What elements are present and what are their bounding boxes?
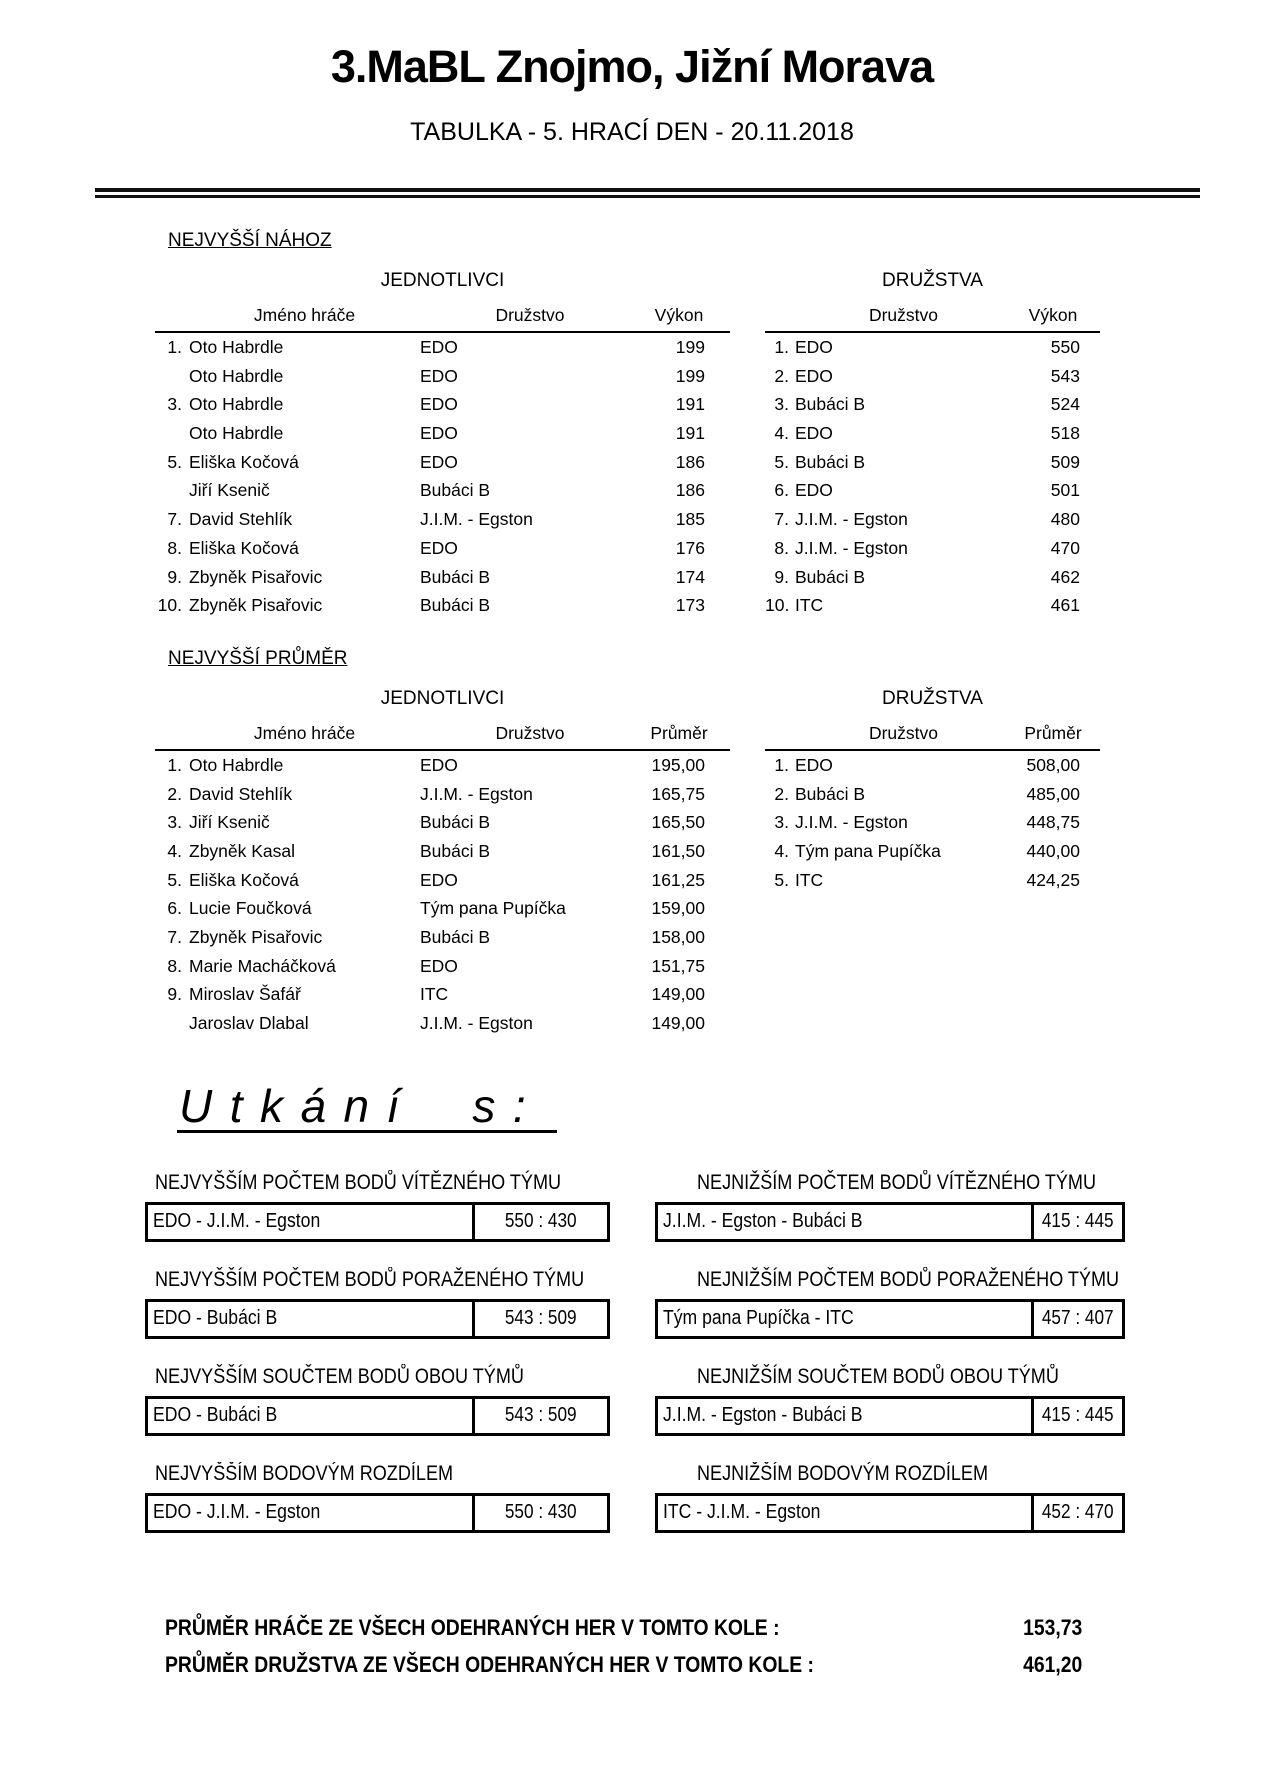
cell-team: ITC (795, 869, 824, 890)
cell-team: Bubáci B (420, 840, 491, 861)
cell-score: 462 (1050, 566, 1080, 587)
cell-score: 191 (675, 423, 705, 444)
table-row (765, 419, 1100, 448)
cell-average: 448,75 (1026, 812, 1080, 833)
cell-team: J.I.M. - Egston (420, 783, 533, 804)
match-result-box (655, 1396, 1125, 1436)
table-row (765, 808, 1100, 837)
column-header-team: Družstvo (495, 305, 565, 325)
rank-column-spacer (155, 723, 189, 743)
cell-rank: 10. (765, 595, 790, 616)
table-row (155, 563, 730, 592)
table-body (765, 751, 1100, 894)
match-result-box (145, 1202, 610, 1242)
cell-average: 508,00 (1026, 754, 1080, 775)
cell-score: 186 (675, 480, 705, 501)
match-highlight-cell (145, 1364, 610, 1436)
table-body (765, 333, 1100, 620)
match-highlight-grid (145, 1170, 1264, 1533)
match-result-box (655, 1299, 1125, 1339)
cell-rank: 5. (774, 869, 789, 890)
cell-score: 501 (1050, 480, 1080, 501)
cell-player-name: Marie Macháčková (189, 955, 336, 976)
column-header-score: Výkon (1028, 305, 1078, 325)
cell-average: 485,00 (1026, 783, 1080, 804)
match-highlight-label: NEJNIŽŠÍM SOUČTEM BODŮ OBOU TÝMŮ (697, 1364, 1059, 1388)
cell-rank: 5. (167, 451, 182, 472)
cell-rank: 2. (774, 365, 789, 386)
summary-label: PRŮMĚR HRÁČE ZE VŠECH ODEHRANÝCH HER V TOMTO KOLE : (165, 1614, 780, 1640)
cell-player-name: Oto Habrdle (189, 365, 284, 386)
cell-team: J.I.M. - Egston (420, 509, 533, 530)
highest-average-teams-table (765, 689, 1100, 1038)
table-row (155, 751, 730, 780)
cell-rank: 2. (167, 783, 182, 804)
cell-team: EDO (795, 337, 833, 357)
cell-score: 199 (675, 365, 705, 386)
cell-rank: 3. (774, 812, 789, 833)
cell-team: EDO (420, 423, 458, 444)
table-row (155, 780, 730, 809)
cell-average: 149,00 (651, 1013, 705, 1034)
match-highlight-cell (145, 1170, 610, 1242)
cell-team: ITC (795, 595, 824, 616)
cell-rank: 6. (167, 898, 182, 919)
highest-score-teams-table (765, 271, 1100, 620)
rank-column-spacer (155, 305, 189, 325)
cell-rank: 9. (774, 566, 789, 587)
cell-average: 161,50 (651, 840, 705, 861)
table-row (155, 362, 730, 391)
cell-rank: 4. (774, 423, 789, 444)
table-row (765, 837, 1100, 866)
cell-score: 191 (675, 394, 705, 415)
match-result-box (145, 1396, 610, 1436)
highest-average-tables (0, 689, 1264, 1038)
cell-rank: 3. (774, 394, 789, 415)
cell-team: J.I.M. - Egston (795, 537, 908, 558)
table-header-row (155, 723, 730, 751)
cell-rank (155, 476, 189, 505)
table-title-individuals: JEDNOTLIVCI (380, 687, 505, 709)
cell-score: 518 (1050, 423, 1080, 444)
match-highlight-cell (655, 1267, 1125, 1339)
cell-team: EDO (420, 451, 458, 472)
match-highlight-label: NEJNIŽŠÍM BODOVÝM ROZDÍLEM (697, 1461, 988, 1485)
match-score: 415 : 445 (1031, 1205, 1122, 1239)
summary-value: 461,20 (1022, 1651, 1082, 1677)
cell-average: 440,00 (1026, 840, 1080, 861)
table-title-teams: DRUŽSTVA (882, 687, 983, 709)
cell-team: Bubáci B (795, 394, 866, 415)
summary-row (165, 1650, 1082, 1680)
cell-player-name: Oto Habrdle (189, 754, 284, 775)
cell-team: Bubáci B (420, 812, 491, 833)
cell-team: EDO (795, 365, 833, 386)
table-row (155, 1009, 730, 1038)
match-highlight-cell (655, 1170, 1125, 1242)
rank-column-spacer (765, 305, 795, 325)
cell-player-name: Oto Habrdle (189, 337, 284, 357)
table-row (155, 505, 730, 534)
cell-team: EDO (420, 754, 458, 775)
cell-team: Tým pana Pupíčka (795, 840, 941, 861)
cell-average: 149,00 (651, 984, 705, 1005)
cell-rank: 1. (167, 337, 182, 357)
match-teams: J.I.M. - Egston - Bubáci B (663, 1210, 863, 1233)
cell-average: 158,00 (651, 927, 705, 947)
table-title-teams: DRUŽSTVA (882, 270, 983, 291)
table-row (765, 448, 1100, 477)
table-row (155, 534, 730, 563)
section-heading-highest-average: NEJVYŠŠÍ PRŮMĚR (168, 647, 348, 669)
table-row (155, 333, 730, 362)
match-result-box (145, 1299, 610, 1339)
table-row (765, 534, 1100, 563)
cell-rank: 7. (774, 509, 789, 530)
cell-team: J.I.M. - Egston (795, 812, 908, 833)
cell-average: 165,75 (651, 783, 705, 804)
cell-rank: 6. (774, 480, 789, 501)
cell-team: EDO (420, 537, 458, 558)
match-highlight-label: NEJVYŠŠÍM BODOVÝM ROZDÍLEM (155, 1461, 454, 1485)
cell-average: 424,25 (1026, 869, 1080, 890)
cell-score: 199 (675, 337, 705, 357)
header-divider (95, 188, 1200, 198)
cell-player-name: Eliška Kočová (189, 869, 299, 890)
match-result-box (655, 1202, 1125, 1242)
match-highlight-label: NEJVYŠŠÍM POČTEM BODŮ PORAŽENÉHO TÝMU (155, 1267, 585, 1291)
cell-score: 176 (675, 537, 705, 558)
table-row (155, 866, 730, 895)
cell-player-name: Zbyněk Pisařovic (189, 927, 323, 947)
table-row (765, 333, 1100, 362)
table-row (155, 894, 730, 923)
match-highlight-cell (655, 1364, 1125, 1436)
match-teams: EDO - Bubáci B (153, 1307, 278, 1330)
cell-score: 173 (675, 595, 705, 616)
cell-rank: 2. (774, 783, 789, 804)
match-highlight-label: NEJNIŽŠÍM POČTEM BODŮ PORAŽENÉHO TÝMU (697, 1267, 1120, 1291)
cell-average: 165,50 (651, 812, 705, 833)
cell-score: 185 (675, 509, 705, 530)
cell-team: Bubáci B (420, 927, 491, 947)
cell-team: EDO (420, 337, 458, 357)
cell-team: Bubáci B (420, 480, 491, 501)
cell-team: EDO (420, 394, 458, 415)
table-row (155, 591, 730, 620)
page-title: 3.MaBL Znojmo, Jižní Morava (330, 41, 934, 92)
cell-rank: 5. (167, 869, 182, 890)
cell-rank: 1. (774, 337, 789, 357)
cell-score: 480 (1050, 509, 1080, 530)
column-header-team: Družstvo (868, 722, 939, 743)
cell-player-name: David Stehlík (189, 783, 293, 804)
column-header-average: Průměr (650, 722, 708, 743)
column-header-player-name: Jméno hráče (253, 722, 356, 743)
cell-rank: 3. (167, 394, 182, 415)
table-row (155, 419, 730, 448)
table-row (765, 505, 1100, 534)
match-score: 543 : 509 (472, 1399, 607, 1433)
table-row (765, 591, 1100, 620)
table-row (765, 780, 1100, 809)
cell-score: 470 (1050, 537, 1080, 558)
match-teams: Tým pana Pupíčka - ITC (663, 1307, 854, 1330)
cell-rank: 5. (774, 451, 789, 472)
cell-team: J.I.M. - Egston (795, 509, 908, 530)
match-score: 415 : 445 (1031, 1399, 1122, 1433)
cell-rank (155, 362, 189, 391)
cell-player-name: Jiří Ksenič (189, 480, 270, 501)
cell-rank: 3. (167, 812, 182, 833)
match-teams: ITC - J.I.M. - Egston (663, 1501, 821, 1524)
cell-player-name: Zbyněk Pisařovic (189, 566, 323, 587)
cell-team: Tým pana Pupíčka (420, 898, 566, 919)
cell-player-name: David Stehlík (189, 509, 293, 530)
table-row (765, 362, 1100, 391)
page-subtitle: TABULKA - 5. HRACÍ DEN - 20.11.2018 (410, 118, 854, 146)
cell-player-name: Jiří Ksenič (189, 812, 270, 833)
column-header-team: Družstvo (868, 305, 939, 325)
cell-rank: 4. (167, 840, 182, 861)
cell-team: EDO (420, 869, 458, 890)
cell-score: 524 (1050, 394, 1080, 415)
match-teams: EDO - Bubáci B (153, 1404, 278, 1427)
cell-team: J.I.M. - Egston (420, 1013, 533, 1034)
match-result-box (655, 1493, 1125, 1533)
cell-team: EDO (795, 423, 833, 444)
cell-team: Bubáci B (795, 566, 866, 587)
cell-rank: 8. (167, 955, 182, 976)
cell-player-name: Eliška Kočová (189, 451, 299, 472)
cell-score: 461 (1050, 595, 1080, 616)
cell-average: 161,25 (651, 869, 705, 890)
match-highlight-label: NEJNIŽŠÍM POČTEM BODŮ VÍTĚZNÉHO TÝMU (697, 1170, 1097, 1194)
table-row (155, 476, 730, 505)
table-body (155, 333, 730, 620)
summary-value: 153,73 (1022, 1614, 1082, 1640)
cell-player-name: Zbyněk Kasal (189, 840, 296, 861)
cell-player-name: Eliška Kočová (189, 537, 299, 558)
match-teams: EDO - J.I.M. - Egston (153, 1501, 321, 1524)
table-row (765, 476, 1100, 505)
cell-rank: 9. (167, 984, 182, 1005)
table-row (155, 808, 730, 837)
table-row (155, 448, 730, 477)
summary-label: PRŮMĚR DRUŽSTVA ZE VŠECH ODEHRANÝCH HER V TOMTO KOLE : (165, 1651, 814, 1677)
cell-average: 159,00 (651, 898, 705, 919)
match-highlight-label: NEJVYŠŠÍM POČTEM BODŮ VÍTĚZNÉHO TÝMU (155, 1170, 562, 1194)
cell-score: 174 (675, 566, 705, 587)
cell-team: EDO (420, 365, 458, 386)
cell-average: 151,75 (651, 955, 705, 976)
cell-team: Bubáci B (420, 566, 491, 587)
cell-rank: 9. (167, 566, 182, 587)
match-highlight-label: NEJVYŠŠÍM SOUČTEM BODŮ OBOU TÝMŮ (155, 1364, 524, 1388)
match-score: 550 : 430 (472, 1205, 607, 1239)
highest-average-individuals-table (155, 689, 730, 1038)
column-header-score: Výkon (654, 305, 704, 325)
match-highlight-cell (145, 1267, 610, 1339)
cell-average: 195,00 (651, 754, 705, 775)
match-teams: J.I.M. - Egston - Bubáci B (663, 1404, 863, 1427)
cell-team: ITC (420, 984, 449, 1005)
cell-rank: 7. (167, 927, 182, 947)
cell-score: 509 (1050, 451, 1080, 472)
highest-score-individuals-table (155, 271, 730, 620)
column-header-team: Družstvo (495, 722, 565, 743)
table-row (765, 866, 1100, 895)
match-result-box (145, 1493, 610, 1533)
table-row (765, 390, 1100, 419)
cell-rank: 1. (167, 754, 182, 775)
round-averages-summary (165, 1613, 1082, 1680)
table-header-row (765, 723, 1100, 751)
cell-rank: 8. (774, 537, 789, 558)
table-body (155, 751, 730, 1038)
cell-team: EDO (795, 480, 833, 501)
cell-team: Bubáci B (420, 595, 491, 616)
match-teams: EDO - J.I.M. - Egston (153, 1210, 321, 1233)
cell-player-name: Lucie Foučková (189, 898, 312, 919)
table-row (765, 563, 1100, 592)
cell-rank (155, 1009, 189, 1038)
cell-score: 543 (1050, 365, 1080, 386)
cell-player-name: Jaroslav Dlabal (189, 1013, 309, 1034)
cell-score: 550 (1050, 337, 1080, 357)
cell-team: EDO (795, 754, 833, 775)
cell-team: EDO (420, 955, 458, 976)
match-highlight-cell (655, 1461, 1125, 1533)
table-row (155, 980, 730, 1009)
cell-rank (155, 419, 189, 448)
cell-player-name: Zbyněk Pisařovic (189, 595, 323, 616)
cell-rank: 7. (167, 509, 182, 530)
match-score: 452 : 470 (1031, 1496, 1122, 1530)
table-row (155, 923, 730, 952)
match-score: 543 : 509 (472, 1302, 607, 1336)
cell-player-name: Oto Habrdle (189, 423, 284, 444)
cell-team: Bubáci B (795, 451, 866, 472)
section-heading-highest-score: NEJVYŠŠÍ NÁHOZ (168, 230, 332, 251)
cell-rank: 8. (167, 537, 182, 558)
table-title-individuals: JEDNOTLIVCI (380, 270, 505, 291)
cell-rank: 4. (774, 840, 789, 861)
table-header-row (155, 305, 730, 333)
cell-player-name: Oto Habrdle (189, 394, 284, 415)
table-row (155, 952, 730, 981)
cell-rank: 10. (157, 595, 182, 616)
cell-rank: 1. (774, 754, 789, 775)
cell-score: 186 (675, 451, 705, 472)
table-header-row (765, 305, 1100, 333)
column-header-player-name: Jméno hráče (253, 305, 356, 325)
column-header-average: Průměr (1024, 722, 1082, 743)
match-score: 457 : 407 (1031, 1302, 1122, 1336)
summary-row (165, 1613, 1082, 1643)
table-row (155, 390, 730, 419)
match-score: 550 : 430 (472, 1496, 607, 1530)
highest-score-tables (0, 271, 1264, 620)
table-row (765, 751, 1100, 780)
matches-section-heading: Utkání s: (177, 1084, 557, 1133)
cell-team: Bubáci B (795, 783, 866, 804)
rank-column-spacer (765, 723, 795, 743)
match-highlight-cell (145, 1461, 610, 1533)
cell-player-name: Miroslav Šafář (189, 984, 301, 1005)
table-row (155, 837, 730, 866)
